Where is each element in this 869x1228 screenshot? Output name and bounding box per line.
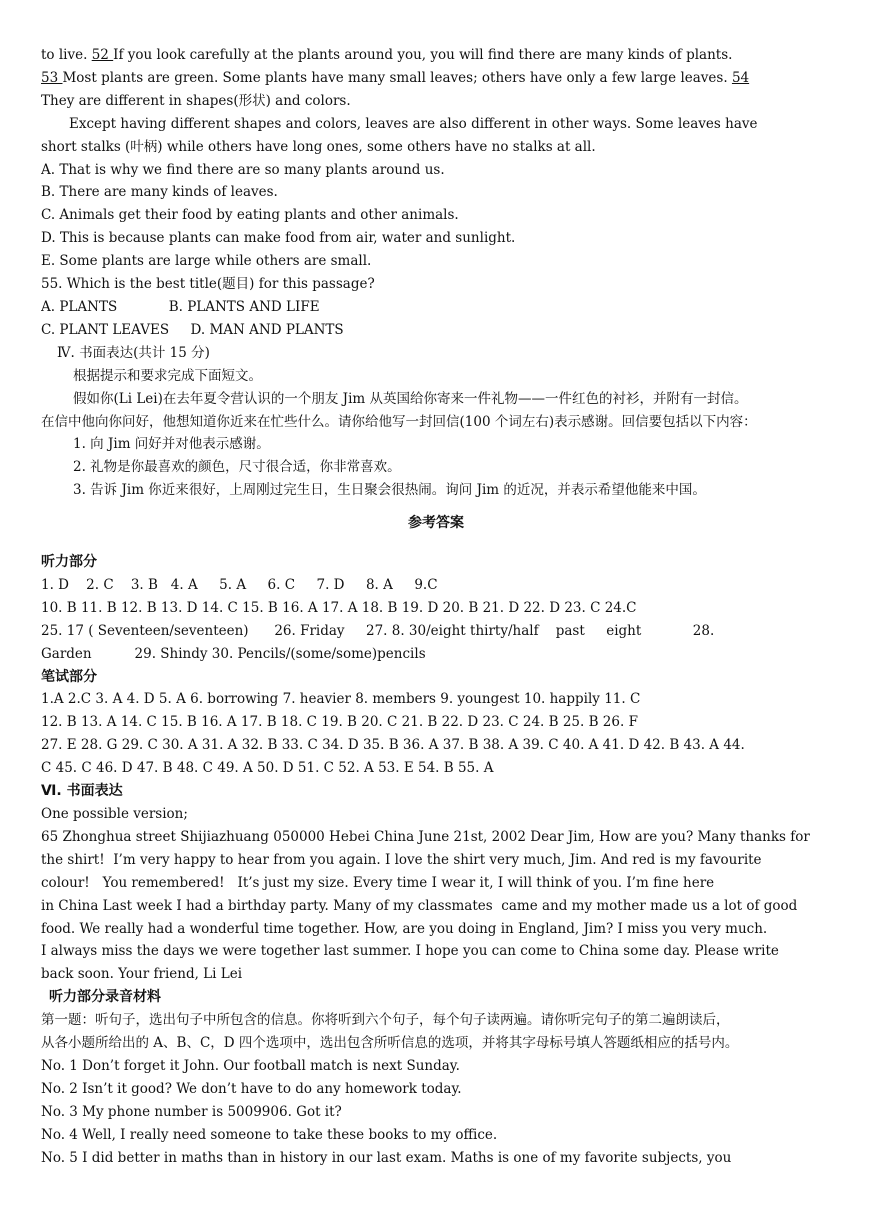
text-segment: If you look carefully at the plants around you, you will find there are many kinds of plants. (113, 47, 733, 63)
listening-script-item-4: No. 4 Well, I really need someone to take these books to my office. (41, 1126, 498, 1143)
writing-point-2: 2. 礼物是你最喜欢的颜色，尺寸很合适，你非常喜欢。 (73, 459, 401, 476)
listening-answers-line-3: 25. 17 ( Seventeen/seventeen) 26. Friday 27. 8. 30/eight thirty/half past eight 28. (41, 622, 715, 639)
question-55: 55. Which is the best title(题目) for this passage? (41, 276, 375, 293)
passage-line-5: short stalks (叶柄) while others have long ones, some others have no stalks at all. (41, 138, 596, 155)
written-answers-line-1: 1.A 2.C 3. A 4. D 5. A 6. borrowing 7. heavier 8. members 9. youngest 10. happily 11. C (41, 691, 641, 708)
option-a: A. That is why we find there are so many plants around us. (41, 161, 445, 178)
blank-54: 54 (731, 69, 750, 86)
listening-script-item-3: No. 3 My phone number is 5009906. Got it? (41, 1103, 342, 1120)
essay-line-1: One possible version; (41, 806, 188, 822)
document-page (41, 44, 831, 1170)
essay-line-5: in China Last week I had a birthday party. Many of my classmates came and my mother made us a lot of good (41, 897, 798, 914)
written-answers-line-4: C 45. C 46. D 47. B 48. C 49. A 50. D 51. C 52. A 53. E 54. B 55. A (41, 760, 494, 777)
essay-line-8: back soon. Your friend, Li Lei (41, 966, 243, 983)
listening-script-item-1: No. 1 Don’t forget it John. Our football match is next Sunday. (41, 1057, 460, 1074)
text-segment: Most plants are green. Some plants have many small leaves; others have only a few large leaves. (62, 69, 732, 86)
option-e: E. Some plants are large while others are small. (41, 253, 372, 270)
text-segment: to live. (41, 47, 92, 63)
question-55-choices-row-2: C. PLANT LEAVES D. MAN AND PLANTS (41, 321, 344, 338)
answer-key-title: 参考答案 (408, 515, 464, 532)
listening-answers-heading: 听力部分 (41, 554, 97, 571)
listening-script-item-2: No. 2 Isn’t it good? We don’t have to do any homework today. (41, 1080, 462, 1097)
writing-point-3: 3. 告诉 Jim 你近来很好，上周刚过完生日，生日聚会很热闹。询问 Jim 的近况，并表示希望他能来中国。 (73, 482, 706, 499)
listening-answers-line-1: 1. D 2. C 3. B 4. A 5. A 6. C 7. D 8. A 9.C (41, 576, 438, 593)
written-answers-line-2: 12. B 13. A 14. C 15. B 16. A 17. B 18. C 19. B 20. C 21. B 22. D 23. C 24. B 25. B 26. F (41, 714, 638, 731)
writing-section-heading: Ⅳ. 书面表达(共计 15 分) (57, 344, 210, 361)
essay-line-6: food. We really had a wonderful time together. How, are you doing in England, Jim? I miss you very much. (41, 920, 768, 937)
option-b: B. There are many kinds of leaves. (41, 184, 278, 201)
essay-line-4: colour! You remembered! It’s just my size. Every time I wear it, I will think of you. I’m fine here (41, 874, 715, 891)
writing-point-1: 1. 向 Jim 问好并对他表示感谢。 (73, 436, 270, 453)
passage-line-4: Except having different shapes and colors, leaves are also different in other ways. Some leaves have (69, 115, 758, 132)
writing-instruction: 根据提示和要求完成下面短文。 (73, 367, 262, 384)
option-d: D. This is because plants can make food from air, water and sunlight. (41, 230, 516, 247)
listening-script-heading: 听力部分录音材料 (49, 989, 161, 1006)
question-55-choices-row-1: A. PLANTS B. PLANTS AND LIFE (41, 298, 320, 315)
written-answers-line-3: 27. E 28. G 29. C 30. A 31. A 32. B 33. C 34. D 35. B 36. A 37. B 38. A 39. C 40. A 41. D 42. B 43. A 44. (41, 737, 745, 754)
listening-script-item-5: No. 5 I did better in maths than in history in our last exam. Maths is one of my favorite subjects, you (41, 1149, 732, 1166)
essay-line-3: the shirt! I’m very happy to hear from you again. I love the shirt very much, Jim. And red is my favourite (41, 851, 762, 868)
passage-line-1 (41, 44, 831, 67)
blank-52: 52 (91, 47, 114, 63)
essay-heading: Ⅵ. 书面表达 (41, 783, 123, 800)
passage-line-3: They are different in shapes(形状) and colors. (41, 92, 351, 109)
listening-answers-line-4: Garden 29. Shindy 30. Pencils/(some/some)pencils (41, 645, 426, 662)
written-answers-heading: 笔试部分 (41, 668, 97, 685)
writing-prompt-line-2: 在信中他向你问好，他想知道你近来在忙些什么。请你给他写一封回信(100 个词左右)表示感谢。回信要包括以下内容： (41, 413, 757, 430)
blank-53: 53 (41, 69, 63, 86)
essay-line-7: I always miss the days we were together last summer. I hope you can come to China some day. Please write (41, 943, 779, 960)
essay-line-2: 65 Zhonghua street Shijiazhuang 050000 Hebei China June 21st, 2002 Dear Jim, How are you? Many thanks for (41, 828, 810, 845)
listening-script-intro-2: 从各小题所给出的 A、B、C，D 四个选项中，选出包含所听信息的选项，并将其字母标号填人答题纸相应的括号内。 (41, 1035, 739, 1052)
writing-prompt-line-1: 假如你(Li Lei)在去年夏令营认识的一个朋友 Jim 从英国给你寄来一件礼物——一件红色的衬衫，并附有一封信。 (73, 390, 748, 407)
listening-script-intro-1: 第一题：听句子，选出句子中所包含的信息。你将听到六个句子，每个句子读两遍。请你听完句子的第二遍朗读后， (41, 1012, 730, 1029)
listening-answers-line-2: 10. B 11. B 12. B 13. D 14. C 15. B 16. A 17. A 18. B 19. D 20. B 21. D 22. D 23. C 24.C (41, 599, 637, 616)
passage-line-2 (41, 67, 831, 90)
option-c: C. Animals get their food by eating plants and other animals. (41, 207, 459, 224)
